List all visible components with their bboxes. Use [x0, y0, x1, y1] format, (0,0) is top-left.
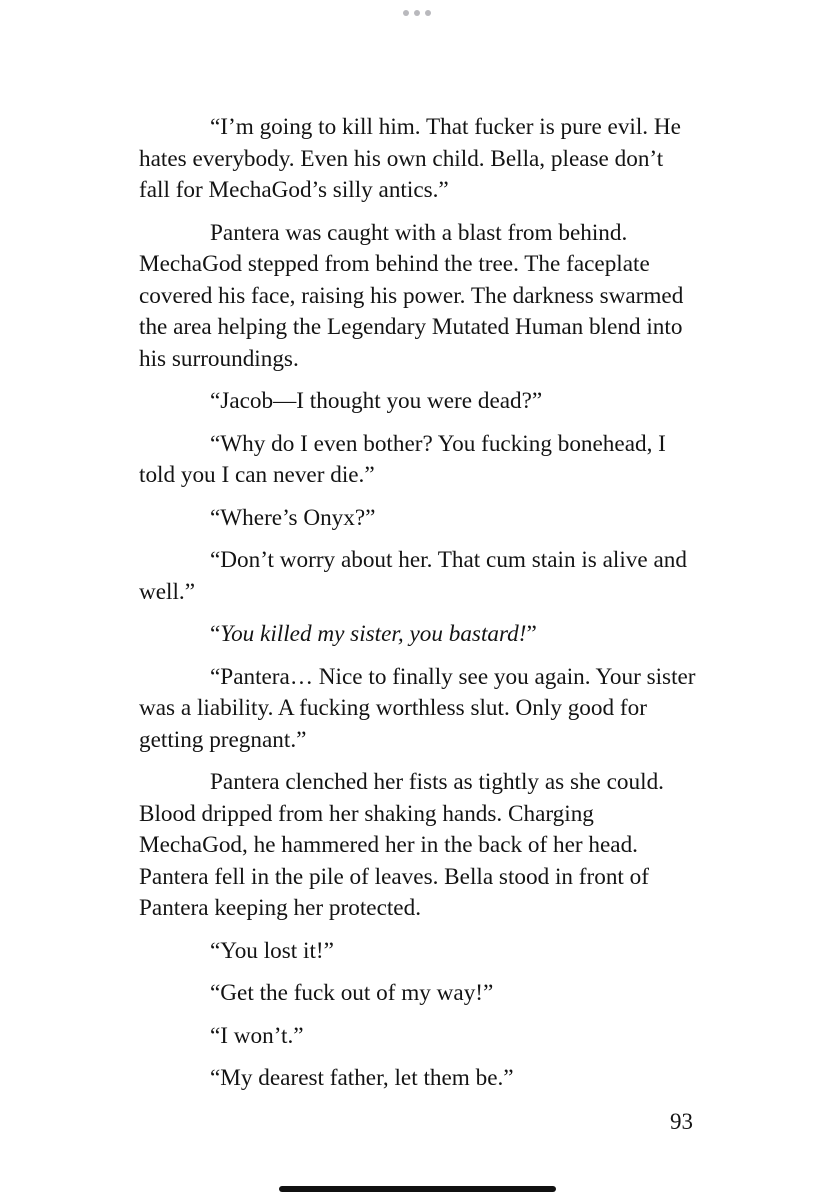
paragraph-1: “I’m going to kill him. That fucker is pure evil. He hates everybody. Even his own child. Bella, please don’t fall for MechaGod’s silly antics.”: [139, 114, 681, 203]
ellipsis-dot: [425, 10, 431, 16]
paragraph-12: “I won’t.”: [210, 1022, 304, 1049]
paragraph-5: “Where’s Onyx?”: [210, 504, 376, 531]
paragraph-4: “Why do I even bother? You fucking bonehead, I told you I can never die.”: [139, 430, 666, 488]
home-indicator[interactable]: [279, 1186, 556, 1192]
ellipsis-dot: [414, 10, 420, 16]
paragraph-11: “Get the fuck out of my way!”: [210, 980, 494, 1006]
paragraph-7: [139, 619, 697, 651]
ellipsis-dot: [403, 10, 409, 16]
paragraph-6: “Don’t worry about her. That cum stain is alive and well.”: [139, 547, 687, 605]
italic-dialogue: You killed my sister, you bastard!: [220, 621, 527, 647]
book-page-text: [139, 112, 697, 1106]
paragraph-8: “Pantera… Nice to finally see you again. Your sister was a liability. A fucking worthless slut. Only good for getting pregnant.”: [139, 663, 696, 753]
close-quote: ”: [526, 621, 537, 647]
paragraph-2: Pantera was caught with a blast from behind. MechaGod stepped from behind the tree. The faceplate covered his face, raising his power. The darkness swarmed the area helping the Legendary Mutated Human blend into his surroundings.: [139, 219, 684, 372]
page-number: 93: [670, 1109, 693, 1134]
paragraph-13: “My dearest father, let them be.”: [210, 1065, 514, 1091]
paragraph-3: “Jacob—I thought you were dead?”: [210, 388, 543, 414]
open-quote: “: [210, 621, 221, 647]
paragraph-9: Pantera clenched her fists as tightly as she could. Blood dripped from her shaking hands. Charging MechaGod, he hammered her in the back of her head. Pantera fell in the pile of leaves. Bella stood in front of Pantera keeping her protected.: [139, 769, 664, 921]
paragraph-10: “You lost it!”: [210, 937, 334, 964]
more-options-ellipsis-icon[interactable]: [403, 8, 431, 18]
